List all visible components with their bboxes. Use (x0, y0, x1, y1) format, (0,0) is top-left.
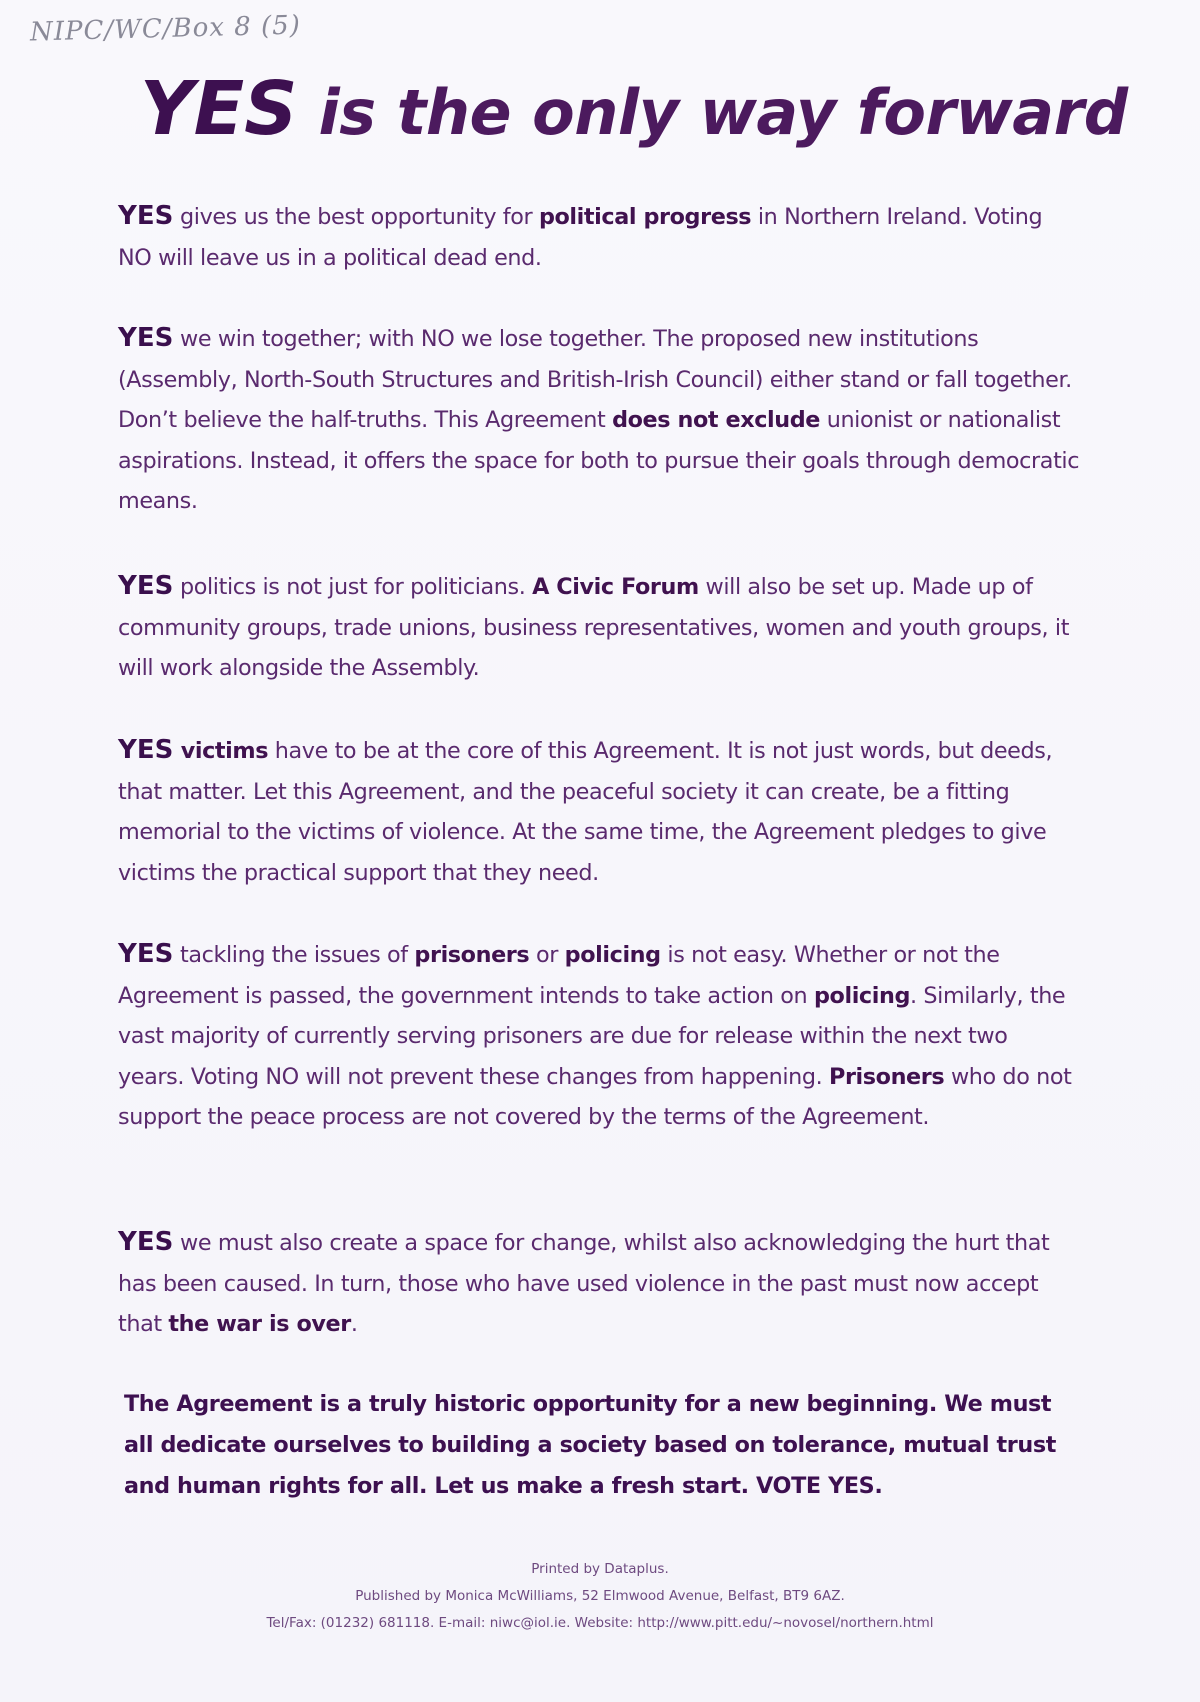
archive-reference-handwritten: NIPC/WC/Box 8 (5) (29, 10, 302, 48)
paragraph-bold: victims (173, 738, 269, 764)
contact-line: Tel/Fax: (01232) 681118. E-mail: niwc@iol.ie. Website: http://www.pitt.edu/~novosel/northern.html (266, 1615, 934, 1631)
paragraph-text: we win together; with NO we lose together. The proposed new institutions (Assembly, North-South Structures and British-Irish Council) either stand or fall together. Don’t believe the half-truths. This Agreement (118, 326, 1072, 433)
paragraph-text: in Northern Ireland. Voting NO will leave us in a political dead end. (118, 204, 1043, 271)
paragraph-bold: policing (813, 982, 911, 1009)
paragraph-lead-yes: YES (118, 1227, 174, 1257)
paragraph-text: or (529, 942, 565, 968)
paragraph-bold: policing (564, 942, 661, 968)
paragraph-text: . Similarly, the vast majority of currently serving prisoners are due for release within the next two years. Voting NO will not prevent these changes from happening. (118, 982, 1066, 1090)
paragraph-lead-yes: YES (118, 201, 174, 231)
paragraph-text: have to be at the core of this Agreement. It is not just words, but deeds, that matter. Let this Agreement, and the peaceful society it can create, be a fitting memorial to the victims of violence. At the same time, the Agreement pledges to give victims the practical support that they need. (118, 738, 1053, 886)
paragraph-text: gives us the best opportunity for (173, 204, 539, 230)
paragraph-bold: Prisoners (829, 1063, 945, 1090)
closing-statement: The Agreement is a truly historic opportunity for a new beginning. We must all dedicate ourselves to building a society based on tolerance, mutual trust and human rights for all. Let us make a fresh start. VOTE YES. (124, 1391, 1056, 1499)
paragraph-lead-yes: YES (118, 571, 174, 601)
paragraph-bold: political progress (538, 204, 752, 230)
paragraph-text: is not easy. Whether or not the Agreement is passed, the government intends to take action on (118, 942, 1000, 1009)
headline-rest: is the only way forward (297, 76, 1128, 149)
paragraph-win-together (118, 318, 1080, 522)
imprint-footer (120, 1556, 1080, 1637)
paragraph-text: will also be set up. Made up of community groups, trade unions, business representatives, women and youth groups, it will work alongside the Assembly. (118, 574, 1070, 681)
paragraph-bold: prisoners (414, 942, 530, 968)
paragraph-lead-yes: YES (118, 735, 174, 765)
headline-yes: YES (140, 66, 298, 152)
paragraph-text: politics is not just for politicians. (173, 574, 533, 600)
headline (140, 66, 1128, 152)
paragraph-text: unionist or nationalist aspirations. Instead, it offers the space for both to pursue their goals through democratic means. (118, 407, 1080, 514)
printer-credit: Printed by Dataplus. (531, 1561, 669, 1577)
paragraph-text: tackling the issues of (173, 942, 415, 968)
paragraph-bold: A Civic Forum (532, 574, 699, 600)
paragraph-prisoners-policing (118, 934, 1080, 1138)
paragraph-political-progress (118, 196, 1080, 278)
paragraph-text: . (350, 1311, 358, 1337)
paragraph-lead-yes: YES (118, 939, 174, 969)
paragraph-civic-forum (118, 566, 1080, 689)
paragraph-text: who do not support the peace process are not covered by the terms of the Agreement. (118, 1063, 1072, 1130)
paragraph-text: we must also create a space for change, whilst also acknowledging the hurt that has been caused. In turn, those who have used violence in the past must now accept that (118, 1230, 1050, 1337)
paragraph-bold: does not exclude (612, 407, 821, 433)
paragraph-victims (118, 730, 1080, 893)
paragraph-lead-yes: YES (118, 323, 174, 353)
publisher-address: Published by Monica McWilliams, 52 Elmwood Avenue, Belfast, BT9 6AZ. (355, 1588, 845, 1604)
paragraph-bold: the war is over (168, 1311, 351, 1337)
paragraph-space-for-change (118, 1222, 1080, 1345)
